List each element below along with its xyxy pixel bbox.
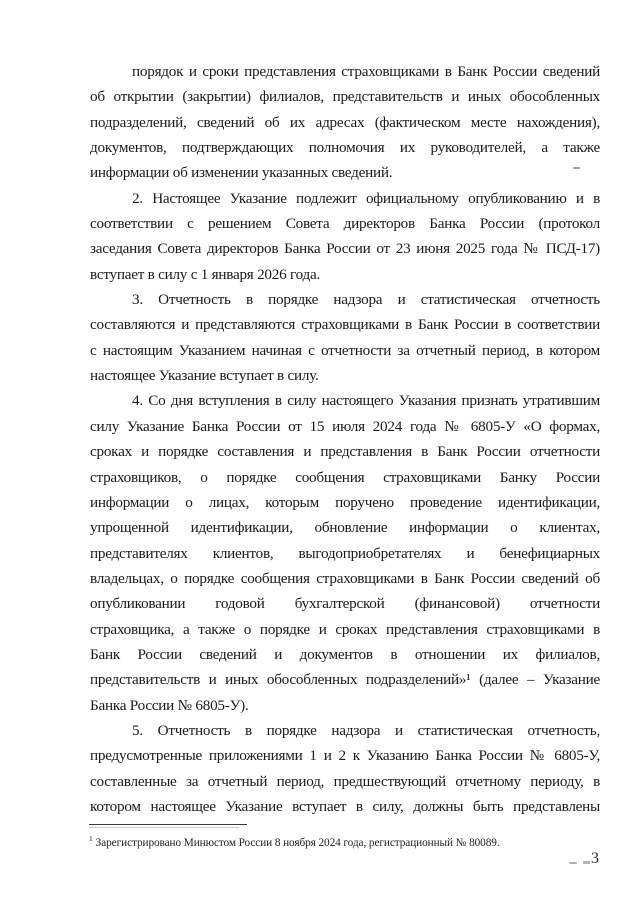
text-line: подразделений, сведений об их адресах (фактическом месте нахождения), — [90, 113, 600, 131]
text-line: Банка России № 6805-У). — [90, 696, 249, 714]
text-line: представителях клиентов, выгодоприобретателях и бенефициарных — [90, 544, 600, 562]
page-number: 3 — [591, 850, 599, 867]
text-line: настоящее Указание вступает в силу. — [90, 367, 319, 385]
footnote-text: Зарегистрировано Минюстом России 8 ноября 2024 года, регистрационный № 80089. — [95, 836, 500, 849]
footnote-separator — [89, 824, 247, 825]
text-line: страховщиков, о порядке сообщения страховщиками Банку России — [90, 468, 600, 486]
text-line: 3. Отчетность в порядке надзора и статистическая отчетность — [132, 291, 600, 309]
text-line: соответствии с решением Совета директоров Банка России (протокол — [90, 215, 600, 233]
text-line: страховщика, а также о порядке и сроках представления страховщиками в — [90, 620, 600, 638]
text-line: опубликовании годовой бухгалтерской (финансовой) отчетности — [90, 595, 600, 613]
scan-artifact — [583, 861, 590, 864]
text-line: силу Указание Банка России от 15 июля 2024 года № 6805-У «О формах, — [90, 417, 600, 435]
text-line: об открытии (закрытии) филиалов, представительств и иных обособленных — [90, 88, 600, 106]
text-line: сроках и порядке составления и представления в Банк России отчетности — [90, 443, 600, 461]
text-line: документов, подтверждающих полномочия их руководителей, а также — [90, 139, 600, 157]
footnote — [89, 832, 569, 850]
text-line: предусмотренные приложениями 1 и 2 к Указанию Банка России № 6805-У, — [90, 747, 600, 765]
text-line: Банк России сведений и документов в отношении их филиалов, — [90, 645, 600, 663]
text-line: информации об изменении указанных сведений. — [90, 164, 393, 182]
text-line: вступает в силу с 1 января 2026 года. — [90, 265, 321, 283]
scan-artifact — [569, 862, 577, 864]
text-line: 2. Настоящее Указание подлежит официальному опубликованию и в — [132, 189, 600, 207]
text-line: упрощенной идентификации, обновление информации о клиентах, — [90, 519, 600, 537]
footnote-separator-shadow — [89, 827, 239, 828]
text-line: порядок и сроки представления страховщиками в Банк России сведений — [132, 63, 600, 80]
text-line: составленные за отчетный период, предшествующий отчетному периоду, в — [90, 772, 600, 790]
scan-artifact — [573, 167, 580, 169]
text-line: владельцах, о порядке сообщения страховщиками в Банк России сведений об — [90, 569, 600, 587]
text-line: информации о лицах, которым поручено проведение идентификации, — [90, 493, 600, 511]
text-line: составляются и представляются страховщиками в Банк России в соответствии — [90, 316, 600, 334]
text-line: 5. Отчетность в порядке надзора и статистическая отчетность, — [132, 721, 600, 739]
text-line: представительств и иных обособленных подразделений»¹ (далее – Указание — [90, 671, 600, 689]
text-line: заседания Совета директоров Банка России от 23 июня 2025 года № ПСД-17) — [90, 240, 600, 258]
footnote-marker: 1 — [89, 834, 93, 843]
text-line: котором настоящее Указание вступает в силу, должны быть представлены — [90, 797, 600, 815]
text-line: 4. Со дня вступления в силу настоящего Указания признать утратившим — [132, 392, 600, 410]
document-body — [90, 59, 600, 819]
text-line: с настоящим Указанием начиная с отчетности за отчетный период, в котором — [90, 341, 600, 359]
